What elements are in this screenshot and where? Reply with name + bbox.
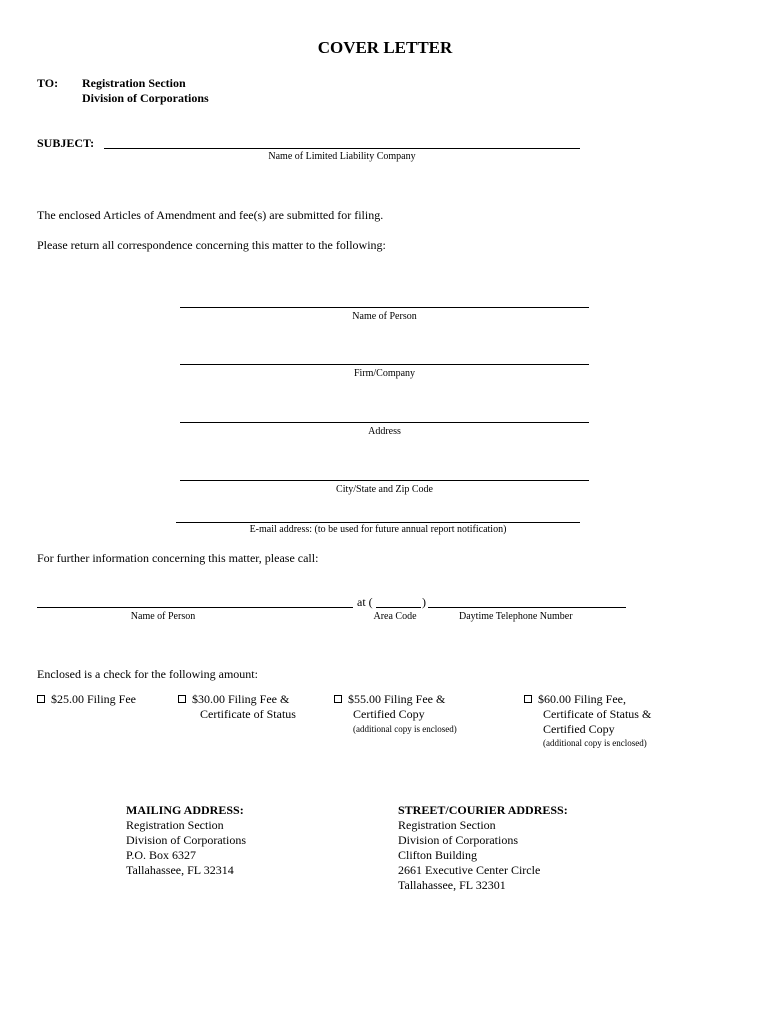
phone-caption: Daytime Telephone Number [459,611,573,622]
street-address-line: Tallahassee, FL 32301 [398,878,506,892]
street-address-line: 2661 Executive Center Circle [398,863,541,877]
fee-30-checkbox[interactable] [178,695,186,703]
street-address-line: Registration Section [398,818,496,832]
subject-field-line[interactable] [104,148,580,149]
mailing-address-heading: MAILING ADDRESS: [126,803,244,817]
return-city-line[interactable] [180,480,589,481]
to-line-1: Registration Section [82,76,186,90]
fee-55-checkbox[interactable] [334,695,342,703]
return-email-line[interactable] [176,522,580,523]
subject-label: SUBJECT: [37,136,95,150]
return-firm-line[interactable] [180,364,589,365]
fee-60-label-line3: Certified Copy [543,722,615,736]
mailing-address-line: Tallahassee, FL 32314 [126,863,234,877]
street-address-heading: STREET/COURIER ADDRESS: [398,803,568,817]
mailing-address-line: P.O. Box 6327 [126,848,197,862]
return-city-caption: City/State and Zip Code [336,484,433,495]
street-address-block [398,803,568,893]
body-paragraph-1: The enclosed Articles of Amendment and fee(s) are submitted for filing. [37,208,384,222]
return-email-caption: E-mail address: (to be used for future annual report notification) [249,524,507,535]
fee-30-label-line2: Certificate of Status [200,707,296,721]
fee-60-checkbox[interactable] [524,695,532,703]
subject-caption: Name of Limited Liability Company [268,151,416,162]
fee-60-label-line2: Certificate of Status & [543,707,652,721]
page-title: COVER LETTER [317,38,453,57]
contact-name-caption: Name of Person [130,611,196,622]
fee-55-label-line1: $55.00 Filing Fee & [348,692,446,706]
fee-option-30[interactable] [178,692,289,707]
return-address-caption: Address [368,426,401,437]
contact-paren-close: ) [422,595,426,609]
fee-option-25[interactable] [37,692,136,707]
return-name-caption: Name of Person [352,311,417,322]
return-name-line[interactable] [180,307,589,308]
mailing-address-line: Division of Corporations [126,833,246,847]
contact-at-label: at ( [357,595,373,609]
fee-25-label: $25.00 Filing Fee [51,692,137,706]
fee-55-label-line2: Certified Copy [353,707,425,721]
return-firm-caption: Firm/Company [353,368,416,379]
to-line-2: Division of Corporations [82,91,209,105]
fee-30-label-line1: $30.00 Filing Fee & [192,692,290,706]
phone-number-line[interactable] [428,607,626,608]
mailing-address-block [126,803,246,878]
return-address-line[interactable] [180,422,589,423]
enclosed-prompt: Enclosed is a check for the following amount: [37,667,258,681]
mailing-address-line: Registration Section [126,818,224,832]
to-label: TO: [37,76,59,90]
body-paragraph-2: Please return all correspondence concerning this matter to the following: [37,238,386,252]
fee-option-55[interactable] [334,692,445,707]
fee-55-note: (additional copy is enclosed) [353,724,457,734]
contact-name-line[interactable] [37,607,353,608]
street-address-line: Division of Corporations [398,833,518,847]
area-code-line[interactable] [376,607,421,608]
contact-prompt: For further information concerning this matter, please call: [37,551,319,565]
fee-25-checkbox[interactable] [37,695,45,703]
fee-60-label-line1: $60.00 Filing Fee, [538,692,627,706]
fee-option-60[interactable] [524,692,626,707]
fee-60-note: (additional copy is enclosed) [543,738,647,748]
area-code-caption: Area Code [373,611,417,622]
street-address-line: Clifton Building [398,848,478,862]
